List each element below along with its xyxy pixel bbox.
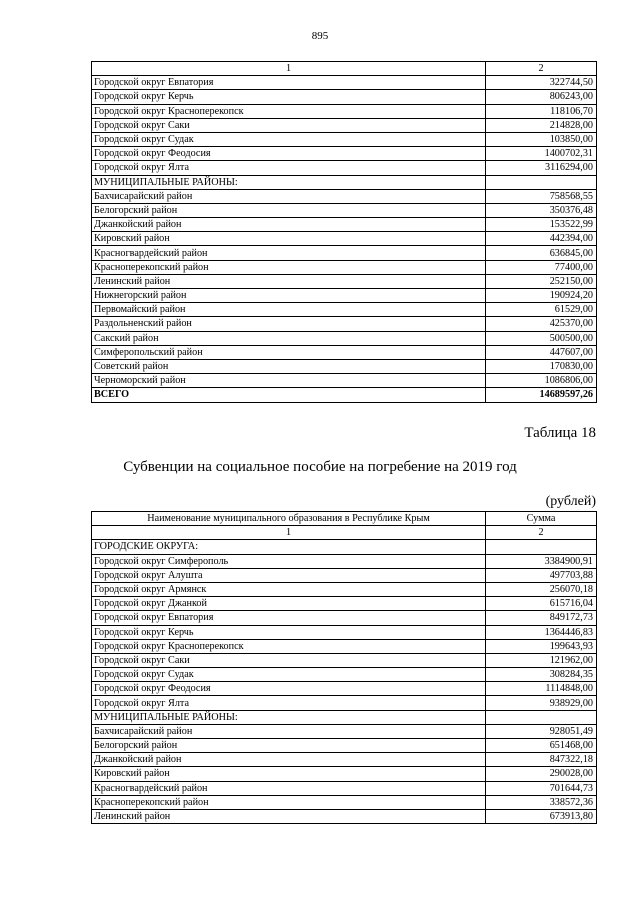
section-row xyxy=(92,540,597,554)
table-row xyxy=(92,568,597,582)
municipality-name: Ленинский район xyxy=(92,809,486,823)
table-label: Таблица 18 xyxy=(524,425,596,441)
municipality-name: Городской округ Красноперекопск xyxy=(92,104,486,118)
table-row xyxy=(92,597,597,611)
municipality-name: Кировский район xyxy=(92,767,486,781)
municipality-name: МУНИЦИПАЛЬНЫЕ РАЙОНЫ: xyxy=(92,710,486,724)
amount-value: 3384900,91 xyxy=(486,554,597,568)
amount-value: 636845,00 xyxy=(486,246,597,260)
table-row xyxy=(92,795,597,809)
amount-value: 701644,73 xyxy=(486,781,597,795)
municipality-name: Красноперекопский район xyxy=(92,260,486,274)
table-row xyxy=(92,203,597,217)
table-row xyxy=(92,132,597,146)
amount-value: 190924,20 xyxy=(486,289,597,303)
amount-value: 928051,49 xyxy=(486,724,597,738)
municipality-name: Кировский район xyxy=(92,232,486,246)
table-row xyxy=(92,317,597,331)
amount-value: 497703,88 xyxy=(486,568,597,582)
total-row xyxy=(92,388,597,402)
table-row xyxy=(92,232,597,246)
municipality-name: Красногвардейский район xyxy=(92,246,486,260)
municipality-name: Городской округ Красноперекопск xyxy=(92,639,486,653)
table-row xyxy=(92,147,597,161)
table-row xyxy=(92,331,597,345)
municipality-name: Городской округ Судак xyxy=(92,668,486,682)
burial-allowance-table xyxy=(91,511,597,824)
header-sum: Сумма xyxy=(486,512,597,526)
header-name: Наименование муниципального образования в Республике Крым xyxy=(92,512,486,526)
municipality-name: Бахчисарайский район xyxy=(92,189,486,203)
municipality-name: Городской округ Евпатория xyxy=(92,76,486,90)
municipality-name: Городской округ Феодосия xyxy=(92,682,486,696)
amount-value: 199643,93 xyxy=(486,639,597,653)
amount-value: 615716,04 xyxy=(486,597,597,611)
table-row xyxy=(92,767,597,781)
table-row xyxy=(92,359,597,373)
municipality-name: Городской округ Армянск xyxy=(92,582,486,596)
municipality-name: Первомайский район xyxy=(92,303,486,317)
table-row xyxy=(92,739,597,753)
municipality-name: Джанкойский район xyxy=(92,753,486,767)
amount-value: 3116294,00 xyxy=(486,161,597,175)
amount-value: 425370,00 xyxy=(486,317,597,331)
table-row xyxy=(92,374,597,388)
amount-value: 256070,18 xyxy=(486,582,597,596)
column-number-row xyxy=(92,526,597,540)
amount-value: 651468,00 xyxy=(486,739,597,753)
municipality-name: Городской округ Симферополь xyxy=(92,554,486,568)
municipality-name: Городской округ Евпатория xyxy=(92,611,486,625)
municipality-name: Черноморский район xyxy=(92,374,486,388)
amount-value: 673913,80 xyxy=(486,809,597,823)
amount-value xyxy=(486,175,597,189)
amount-value: 1364446,83 xyxy=(486,625,597,639)
table-row xyxy=(92,303,597,317)
page-number: 895 xyxy=(311,30,329,42)
table-row xyxy=(92,753,597,767)
table-row xyxy=(92,90,597,104)
amount-value: 849172,73 xyxy=(486,611,597,625)
amount-value: 103850,00 xyxy=(486,132,597,146)
amount-value: 442394,00 xyxy=(486,232,597,246)
header-row xyxy=(92,512,597,526)
municipality-name: Сакский район xyxy=(92,331,486,345)
amount-value: 938929,00 xyxy=(486,696,597,710)
municipality-name: Городской округ Саки xyxy=(92,653,486,667)
municipality-name: Нижнегорский район xyxy=(92,289,486,303)
municipality-name: Раздольненский район xyxy=(92,317,486,331)
amount-value: 290028,00 xyxy=(486,767,597,781)
municipality-name: Городской округ Саки xyxy=(92,118,486,132)
table-row xyxy=(92,625,597,639)
municipality-name: Городской округ Ялта xyxy=(92,161,486,175)
amount-value: 447607,00 xyxy=(486,345,597,359)
amount-value: 153522,99 xyxy=(486,218,597,232)
amount-value: 170830,00 xyxy=(486,359,597,373)
amount-value: 500500,00 xyxy=(486,331,597,345)
municipality-name: Красногвардейский район xyxy=(92,781,486,795)
municipality-name: МУНИЦИПАЛЬНЫЕ РАЙОНЫ: xyxy=(92,175,486,189)
column-number-1: 1 xyxy=(92,62,486,76)
table-row xyxy=(92,260,597,274)
amount-value: 214828,00 xyxy=(486,118,597,132)
municipality-name: Белогорский район xyxy=(92,739,486,753)
amount-value: 77400,00 xyxy=(486,260,597,274)
table-row xyxy=(92,696,597,710)
column-number-2: 2 xyxy=(486,526,597,540)
amount-value: 758568,55 xyxy=(486,189,597,203)
municipality-name: Городской округ Феодосия xyxy=(92,147,486,161)
amount-value xyxy=(486,710,597,724)
amount-value: 806243,00 xyxy=(486,90,597,104)
amount-value: 847322,18 xyxy=(486,753,597,767)
municipality-name: Бахчисарайский район xyxy=(92,724,486,738)
municipality-name: Джанкойский район xyxy=(92,218,486,232)
amount-value: 61529,00 xyxy=(486,303,597,317)
municipality-name: ВСЕГО xyxy=(92,388,486,402)
section-row xyxy=(92,710,597,724)
municipality-name: Городской округ Ялта xyxy=(92,696,486,710)
amount-value: 121962,00 xyxy=(486,653,597,667)
table-row xyxy=(92,289,597,303)
table-row xyxy=(92,554,597,568)
municipality-name: ГОРОДСКИЕ ОКРУГА: xyxy=(92,540,486,554)
amount-value: 1400702,31 xyxy=(486,147,597,161)
column-number-row xyxy=(92,62,597,76)
municipality-name: Городской округ Керчь xyxy=(92,90,486,104)
unit-label: (рублей) xyxy=(545,494,596,509)
municipality-name: Красноперекопский район xyxy=(92,795,486,809)
table-row xyxy=(92,274,597,288)
amount-value: 1086806,00 xyxy=(486,374,597,388)
municipality-name: Симферопольский район xyxy=(92,345,486,359)
column-number-1: 1 xyxy=(92,526,486,540)
table-row xyxy=(92,76,597,90)
table-row xyxy=(92,104,597,118)
table-row xyxy=(92,161,597,175)
municipality-name: Городской округ Керчь xyxy=(92,625,486,639)
table-row xyxy=(92,246,597,260)
amount-value: 350376,48 xyxy=(486,203,597,217)
municipality-name: Городской округ Судак xyxy=(92,132,486,146)
municipality-name: Советский район xyxy=(92,359,486,373)
table-row xyxy=(92,724,597,738)
amount-value: 252150,00 xyxy=(486,274,597,288)
table-row xyxy=(92,189,597,203)
municipality-name: Городской округ Алушта xyxy=(92,568,486,582)
amount-value: 14689597,26 xyxy=(486,388,597,402)
table-row xyxy=(92,118,597,132)
column-number-2: 2 xyxy=(486,62,597,76)
table-row xyxy=(92,639,597,653)
table-row xyxy=(92,653,597,667)
table-title: Субвенции на социальное пособие на погребение на 2019 год xyxy=(123,459,517,475)
amount-value: 118106,70 xyxy=(486,104,597,118)
table-row xyxy=(92,611,597,625)
municipality-name: Белогорский район xyxy=(92,203,486,217)
municipality-name: Городской округ Джанкой xyxy=(92,597,486,611)
amount-value: 322744,50 xyxy=(486,76,597,90)
section-row xyxy=(92,175,597,189)
municipality-name: Ленинский район xyxy=(92,274,486,288)
table-row xyxy=(92,781,597,795)
table-row xyxy=(92,682,597,696)
table-row xyxy=(92,345,597,359)
amount-value xyxy=(486,540,597,554)
table-row xyxy=(92,582,597,596)
table-row xyxy=(92,809,597,823)
table-row xyxy=(92,218,597,232)
table-row xyxy=(92,668,597,682)
amount-value: 1114848,00 xyxy=(486,682,597,696)
amount-value: 308284,35 xyxy=(486,668,597,682)
amount-value: 338572,36 xyxy=(486,795,597,809)
subvention-table-continued xyxy=(91,61,597,403)
